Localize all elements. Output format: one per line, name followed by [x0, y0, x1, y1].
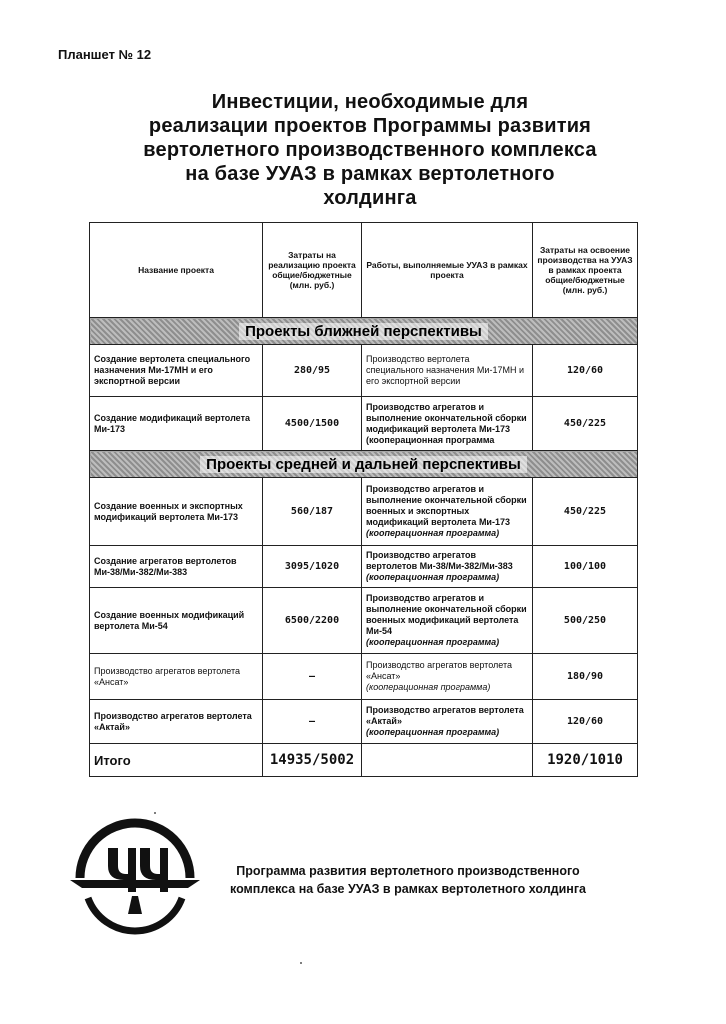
scan-speck — [300, 962, 302, 964]
project-name: Производство агрегатов вертолета «Ансат» — [90, 654, 263, 700]
table-row — [90, 397, 638, 451]
table-header-row — [90, 223, 638, 318]
project-name: Создание вертолета специального назначения Ми-17МН и его экспортной версии — [90, 345, 263, 397]
project-work-text: Производство агрегатов вертолета «Актай» — [366, 705, 524, 726]
project-cost: 560/187 — [263, 478, 362, 546]
project-work-text: Производство вертолета специального назначения Ми-17МН и его экспортной версии — [366, 354, 524, 386]
footer-program-title — [208, 862, 608, 898]
scan-speck — [154, 812, 156, 814]
project-work — [362, 546, 533, 588]
project-work-note: (кооперационная программа) — [366, 637, 500, 647]
header-development-cost: Затраты на освоение производства на УУАЗ в рамках проекта общие/бюджетные (млн. руб.) — [533, 223, 638, 318]
project-cost: 4500/1500 — [263, 397, 362, 451]
project-work-note: (кооперационная программа) — [366, 682, 491, 692]
project-work — [362, 345, 533, 397]
project-work-note: (кооперационная программа) — [366, 727, 500, 737]
project-cost: 6500/2200 — [263, 588, 362, 654]
total-project-cost: 14935/5002 — [263, 744, 362, 777]
footer-line: комплекса на базе УУАЗ в рамках вертолетного холдинга — [229, 882, 587, 896]
project-name: Создание модификаций вертолета Ми-173 — [90, 397, 263, 451]
table-row — [90, 654, 638, 700]
header-project-name: Название проекта — [90, 223, 263, 318]
project-work-note: (кооперационная программа) — [366, 572, 500, 582]
project-name: Производство агрегатов вертолета «Актай» — [90, 700, 263, 744]
development-cost: 450/225 — [533, 478, 638, 546]
title-line: холдинга — [323, 187, 417, 209]
project-work — [362, 588, 533, 654]
project-cost: — — [263, 700, 362, 744]
table-row — [90, 546, 638, 588]
project-work-text: Производство агрегатов вертолета «Ансат» — [366, 660, 512, 681]
project-work — [362, 700, 533, 744]
project-name: Создание военных модификаций вертолета Ми-54 — [90, 588, 263, 654]
project-work — [362, 478, 533, 546]
project-work-text: Производство агрегатов и выполнение окончательной сборки военных модификаций вертолета Ми-54 — [366, 593, 527, 636]
section-mid-long-term-label: Проекты средней и дальней перспективы — [200, 456, 527, 473]
project-cost: 3095/1020 — [263, 546, 362, 588]
header-works: Работы, выполняемые УУАЗ в рамках проекта — [362, 223, 533, 318]
total-development-cost: 1920/1010 — [533, 744, 638, 777]
plate-label: Планшет № 12 — [58, 47, 152, 62]
title-line: реализации проектов Программы развития — [148, 115, 592, 137]
section-near-term-label: Проекты ближней перспективы — [239, 323, 488, 340]
total-work — [362, 744, 533, 777]
project-work — [362, 654, 533, 700]
section-mid-long-term — [90, 451, 638, 478]
development-cost: 500/250 — [533, 588, 638, 654]
development-cost: 180/90 — [533, 654, 638, 700]
title-line: Инвестиции, необходимые для — [211, 91, 529, 113]
total-label: Итого — [90, 744, 263, 777]
project-name: Создание военных и экспортных модификаций вертолета Ми-173 — [90, 478, 263, 546]
project-work-text: Производство агрегатов и выполнение окончательной сборки модификаций вертолета Ми-173 (кооперационная программа — [366, 401, 527, 445]
page-title — [90, 90, 650, 210]
table-row — [90, 478, 638, 546]
title-line: вертолетного производственного комплекса — [143, 139, 597, 161]
development-cost: 120/60 — [533, 345, 638, 397]
development-cost: 120/60 — [533, 700, 638, 744]
development-cost: 450/225 — [533, 397, 638, 451]
uuaz-logo — [70, 818, 200, 936]
development-cost: 100/100 — [533, 546, 638, 588]
project-cost: 280/95 — [263, 345, 362, 397]
total-row — [90, 744, 638, 777]
project-name: Создание агрегатов вертолетов Ми-38/Ми-382/Ми-383 — [90, 546, 263, 588]
project-work-text: Производство агрегатов вертолетов Ми-38/Ми-382/Ми-383 — [366, 550, 513, 571]
title-line: на базе УУАЗ в рамках вертолетного — [185, 163, 555, 185]
project-cost: — — [263, 654, 362, 700]
project-work-text: Производство агрегатов и выполнение окончательной сборки военных и экспортных модификаций вертолета Ми-173 — [366, 484, 527, 527]
section-near-term — [90, 318, 638, 345]
table-row — [90, 588, 638, 654]
footer-line: Программа развития вертолетного производственного — [236, 864, 580, 878]
investment-table — [89, 222, 638, 777]
header-project-cost: Затраты на реализацию проекта общие/бюджетные (млн. руб.) — [263, 223, 362, 318]
project-work-note: (кооперационная программа) — [366, 528, 500, 538]
project-work — [362, 397, 533, 451]
table-row — [90, 700, 638, 744]
table-row — [90, 345, 638, 397]
